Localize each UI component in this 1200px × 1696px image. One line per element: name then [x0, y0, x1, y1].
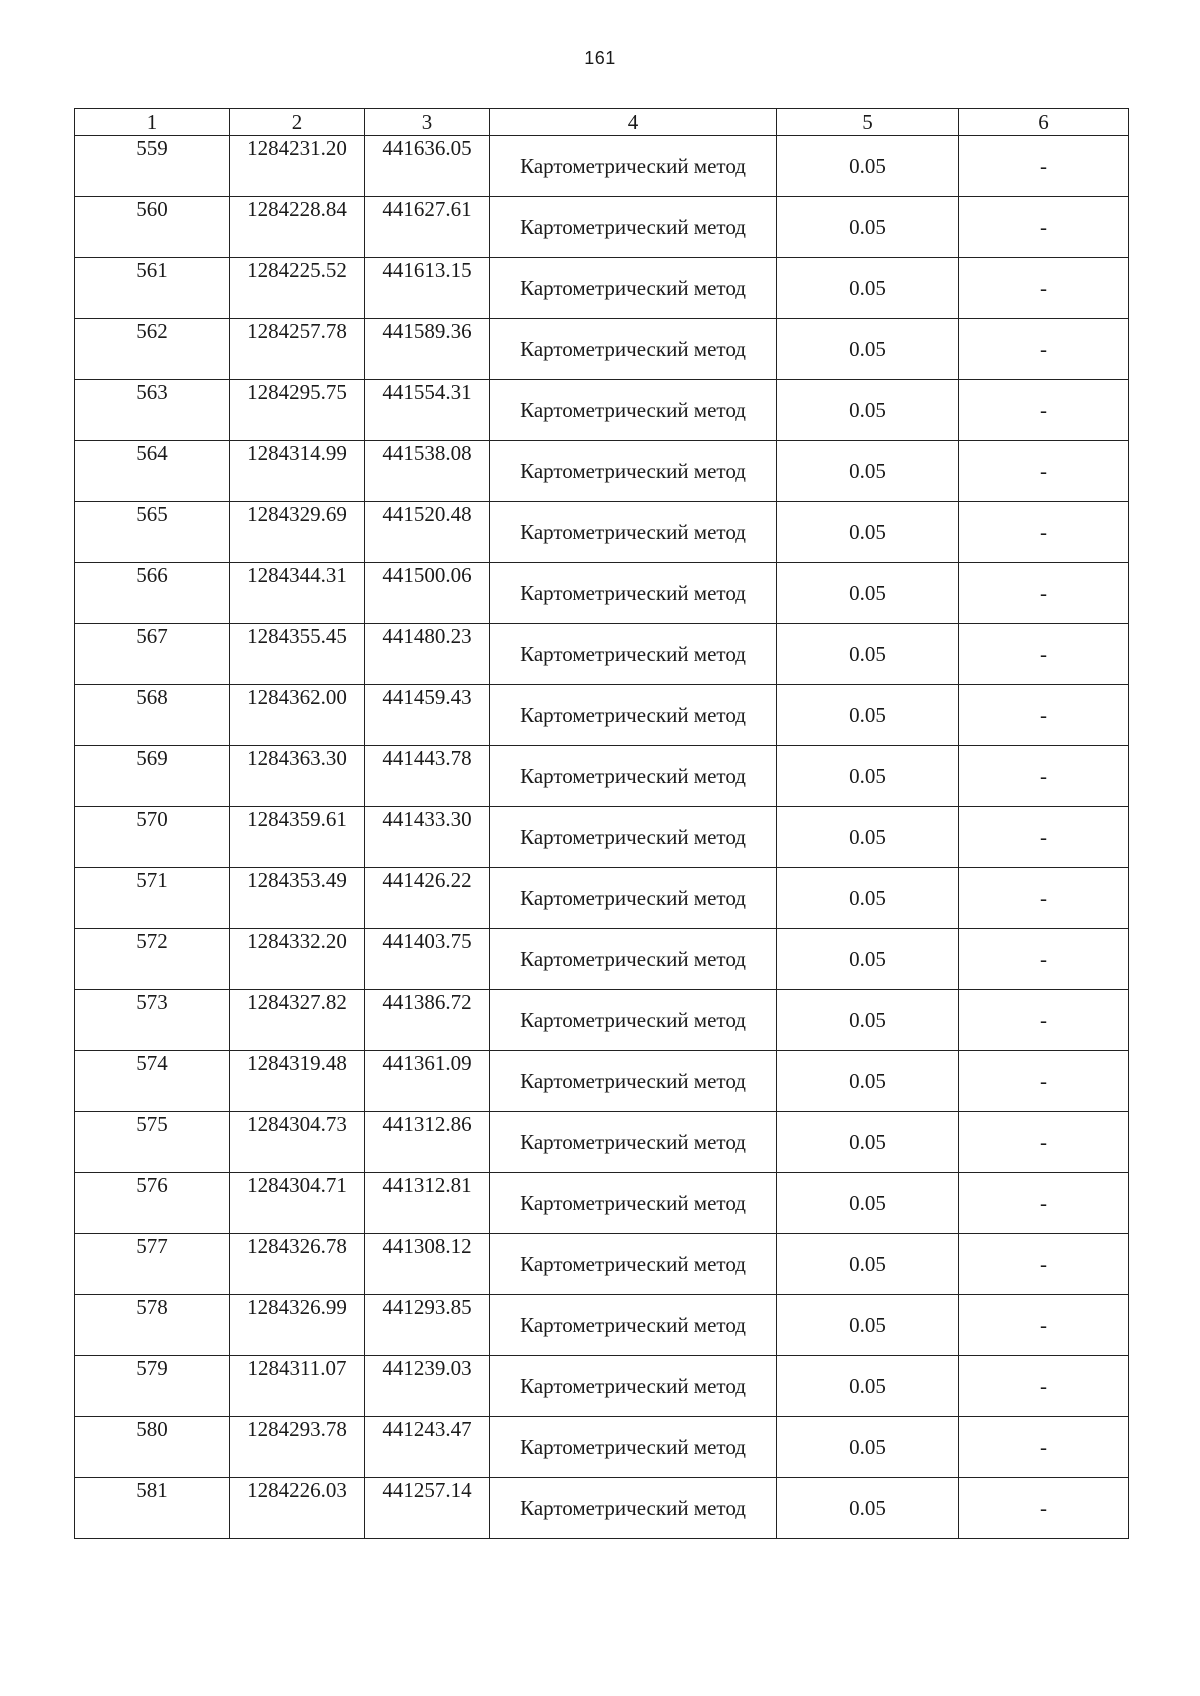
description-cell: - — [959, 380, 1129, 441]
x-coordinate-cell: 1284228.84 — [230, 197, 365, 258]
description-cell: - — [959, 868, 1129, 929]
table-row — [75, 1356, 1129, 1417]
column-header-5: 5 — [777, 109, 959, 136]
x-coordinate-cell: 1284293.78 — [230, 1417, 365, 1478]
y-coordinate-cell: 441443.78 — [365, 746, 490, 807]
accuracy-cell: 0.05 — [777, 380, 959, 441]
accuracy-cell: 0.05 — [777, 319, 959, 380]
x-coordinate-cell: 1284359.61 — [230, 807, 365, 868]
description-cell: - — [959, 1173, 1129, 1234]
method-cell: Картометрический метод — [490, 1417, 777, 1478]
method-cell: Картометрический метод — [490, 929, 777, 990]
accuracy-cell: 0.05 — [777, 1478, 959, 1539]
table-row — [75, 1295, 1129, 1356]
accuracy-cell: 0.05 — [777, 685, 959, 746]
accuracy-cell: 0.05 — [777, 990, 959, 1051]
y-coordinate-cell: 441589.36 — [365, 319, 490, 380]
x-coordinate-cell: 1284327.82 — [230, 990, 365, 1051]
y-coordinate-cell: 441308.12 — [365, 1234, 490, 1295]
description-cell: - — [959, 1356, 1129, 1417]
table-row — [75, 1112, 1129, 1173]
method-cell: Картометрический метод — [490, 197, 777, 258]
method-cell: Картометрический метод — [490, 319, 777, 380]
point-number-cell: 576 — [75, 1173, 230, 1234]
x-coordinate-cell: 1284295.75 — [230, 380, 365, 441]
table-row — [75, 197, 1129, 258]
description-cell: - — [959, 441, 1129, 502]
point-number-cell: 566 — [75, 563, 230, 624]
y-coordinate-cell: 441386.72 — [365, 990, 490, 1051]
y-coordinate-cell: 441459.43 — [365, 685, 490, 746]
description-cell: - — [959, 1478, 1129, 1539]
accuracy-cell: 0.05 — [777, 929, 959, 990]
method-cell: Картометрический метод — [490, 1356, 777, 1417]
accuracy-cell: 0.05 — [777, 1417, 959, 1478]
accuracy-cell: 0.05 — [777, 441, 959, 502]
table-row — [75, 746, 1129, 807]
column-header-4: 4 — [490, 109, 777, 136]
y-coordinate-cell: 441554.31 — [365, 380, 490, 441]
y-coordinate-cell: 441426.22 — [365, 868, 490, 929]
y-coordinate-cell: 441636.05 — [365, 136, 490, 197]
x-coordinate-cell: 1284225.52 — [230, 258, 365, 319]
x-coordinate-cell: 1284362.00 — [230, 685, 365, 746]
description-cell: - — [959, 197, 1129, 258]
description-cell: - — [959, 807, 1129, 868]
method-cell: Картометрический метод — [490, 258, 777, 319]
column-header-1: 1 — [75, 109, 230, 136]
y-coordinate-cell: 441520.48 — [365, 502, 490, 563]
y-coordinate-cell: 441403.75 — [365, 929, 490, 990]
method-cell: Картометрический метод — [490, 1478, 777, 1539]
x-coordinate-cell: 1284226.03 — [230, 1478, 365, 1539]
method-cell: Картометрический метод — [490, 136, 777, 197]
description-cell: - — [959, 929, 1129, 990]
method-cell: Картометрический метод — [490, 1051, 777, 1112]
accuracy-cell: 0.05 — [777, 197, 959, 258]
point-number-cell: 573 — [75, 990, 230, 1051]
point-number-cell: 567 — [75, 624, 230, 685]
coordinates-table — [74, 108, 1129, 1539]
y-coordinate-cell: 441293.85 — [365, 1295, 490, 1356]
description-cell: - — [959, 319, 1129, 380]
x-coordinate-cell: 1284329.69 — [230, 502, 365, 563]
x-coordinate-cell: 1284332.20 — [230, 929, 365, 990]
table-row — [75, 624, 1129, 685]
column-header-6: 6 — [959, 109, 1129, 136]
table-row — [75, 685, 1129, 746]
method-cell: Картометрический метод — [490, 502, 777, 563]
table-row — [75, 563, 1129, 624]
accuracy-cell: 0.05 — [777, 1112, 959, 1173]
table-row — [75, 319, 1129, 380]
accuracy-cell: 0.05 — [777, 807, 959, 868]
description-cell: - — [959, 1112, 1129, 1173]
accuracy-cell: 0.05 — [777, 563, 959, 624]
accuracy-cell: 0.05 — [777, 1234, 959, 1295]
column-header-3: 3 — [365, 109, 490, 136]
y-coordinate-cell: 441627.61 — [365, 197, 490, 258]
point-number-cell: 579 — [75, 1356, 230, 1417]
point-number-cell: 571 — [75, 868, 230, 929]
accuracy-cell: 0.05 — [777, 1356, 959, 1417]
point-number-cell: 575 — [75, 1112, 230, 1173]
x-coordinate-cell: 1284231.20 — [230, 136, 365, 197]
y-coordinate-cell: 441613.15 — [365, 258, 490, 319]
page-number: 161 — [584, 48, 616, 68]
point-number-cell: 581 — [75, 1478, 230, 1539]
x-coordinate-cell: 1284257.78 — [230, 319, 365, 380]
table-row — [75, 1478, 1129, 1539]
point-number-cell: 580 — [75, 1417, 230, 1478]
point-number-cell: 570 — [75, 807, 230, 868]
y-coordinate-cell: 441243.47 — [365, 1417, 490, 1478]
x-coordinate-cell: 1284344.31 — [230, 563, 365, 624]
table-row — [75, 380, 1129, 441]
x-coordinate-cell: 1284314.99 — [230, 441, 365, 502]
table-row — [75, 868, 1129, 929]
table-row — [75, 1234, 1129, 1295]
description-cell: - — [959, 258, 1129, 319]
accuracy-cell: 0.05 — [777, 746, 959, 807]
method-cell: Картометрический метод — [490, 868, 777, 929]
table-header-row — [75, 109, 1129, 136]
accuracy-cell: 0.05 — [777, 502, 959, 563]
x-coordinate-cell: 1284353.49 — [230, 868, 365, 929]
table-row — [75, 1417, 1129, 1478]
description-cell: - — [959, 136, 1129, 197]
y-coordinate-cell: 441257.14 — [365, 1478, 490, 1539]
description-cell: - — [959, 685, 1129, 746]
x-coordinate-cell: 1284355.45 — [230, 624, 365, 685]
x-coordinate-cell: 1284311.07 — [230, 1356, 365, 1417]
point-number-cell: 568 — [75, 685, 230, 746]
y-coordinate-cell: 441538.08 — [365, 441, 490, 502]
description-cell: - — [959, 746, 1129, 807]
table-row — [75, 258, 1129, 319]
accuracy-cell: 0.05 — [777, 624, 959, 685]
accuracy-cell: 0.05 — [777, 136, 959, 197]
point-number-cell: 569 — [75, 746, 230, 807]
method-cell: Картометрический метод — [490, 1173, 777, 1234]
table-row — [75, 502, 1129, 563]
accuracy-cell: 0.05 — [777, 258, 959, 319]
description-cell: - — [959, 563, 1129, 624]
y-coordinate-cell: 441312.81 — [365, 1173, 490, 1234]
x-coordinate-cell: 1284363.30 — [230, 746, 365, 807]
description-cell: - — [959, 1417, 1129, 1478]
description-cell: - — [959, 1295, 1129, 1356]
table-row — [75, 990, 1129, 1051]
point-number-cell: 560 — [75, 197, 230, 258]
x-coordinate-cell: 1284326.99 — [230, 1295, 365, 1356]
point-number-cell: 574 — [75, 1051, 230, 1112]
method-cell: Картометрический метод — [490, 441, 777, 502]
point-number-cell: 577 — [75, 1234, 230, 1295]
point-number-cell: 565 — [75, 502, 230, 563]
point-number-cell: 563 — [75, 380, 230, 441]
method-cell: Картометрический метод — [490, 746, 777, 807]
point-number-cell: 559 — [75, 136, 230, 197]
description-cell: - — [959, 624, 1129, 685]
description-cell: - — [959, 990, 1129, 1051]
y-coordinate-cell: 441239.03 — [365, 1356, 490, 1417]
column-header-2: 2 — [230, 109, 365, 136]
y-coordinate-cell: 441500.06 — [365, 563, 490, 624]
y-coordinate-cell: 441480.23 — [365, 624, 490, 685]
method-cell: Картометрический метод — [490, 624, 777, 685]
table-row — [75, 441, 1129, 502]
accuracy-cell: 0.05 — [777, 868, 959, 929]
description-cell: - — [959, 1234, 1129, 1295]
point-number-cell: 578 — [75, 1295, 230, 1356]
x-coordinate-cell: 1284304.71 — [230, 1173, 365, 1234]
y-coordinate-cell: 441312.86 — [365, 1112, 490, 1173]
method-cell: Картометрический метод — [490, 807, 777, 868]
point-number-cell: 564 — [75, 441, 230, 502]
y-coordinate-cell: 441433.30 — [365, 807, 490, 868]
accuracy-cell: 0.05 — [777, 1295, 959, 1356]
accuracy-cell: 0.05 — [777, 1173, 959, 1234]
point-number-cell: 572 — [75, 929, 230, 990]
method-cell: Картометрический метод — [490, 380, 777, 441]
table-row — [75, 136, 1129, 197]
accuracy-cell: 0.05 — [777, 1051, 959, 1112]
method-cell: Картометрический метод — [490, 1234, 777, 1295]
method-cell: Картометрический метод — [490, 685, 777, 746]
method-cell: Картометрический метод — [490, 1295, 777, 1356]
method-cell: Картометрический метод — [490, 1112, 777, 1173]
method-cell: Картометрический метод — [490, 563, 777, 624]
description-cell: - — [959, 502, 1129, 563]
table-row — [75, 929, 1129, 990]
x-coordinate-cell: 1284319.48 — [230, 1051, 365, 1112]
y-coordinate-cell: 441361.09 — [365, 1051, 490, 1112]
description-cell: - — [959, 1051, 1129, 1112]
x-coordinate-cell: 1284326.78 — [230, 1234, 365, 1295]
table-body — [75, 136, 1129, 1539]
table-row — [75, 807, 1129, 868]
method-cell: Картометрический метод — [490, 990, 777, 1051]
table-row — [75, 1051, 1129, 1112]
x-coordinate-cell: 1284304.73 — [230, 1112, 365, 1173]
point-number-cell: 561 — [75, 258, 230, 319]
point-number-cell: 562 — [75, 319, 230, 380]
table-row — [75, 1173, 1129, 1234]
